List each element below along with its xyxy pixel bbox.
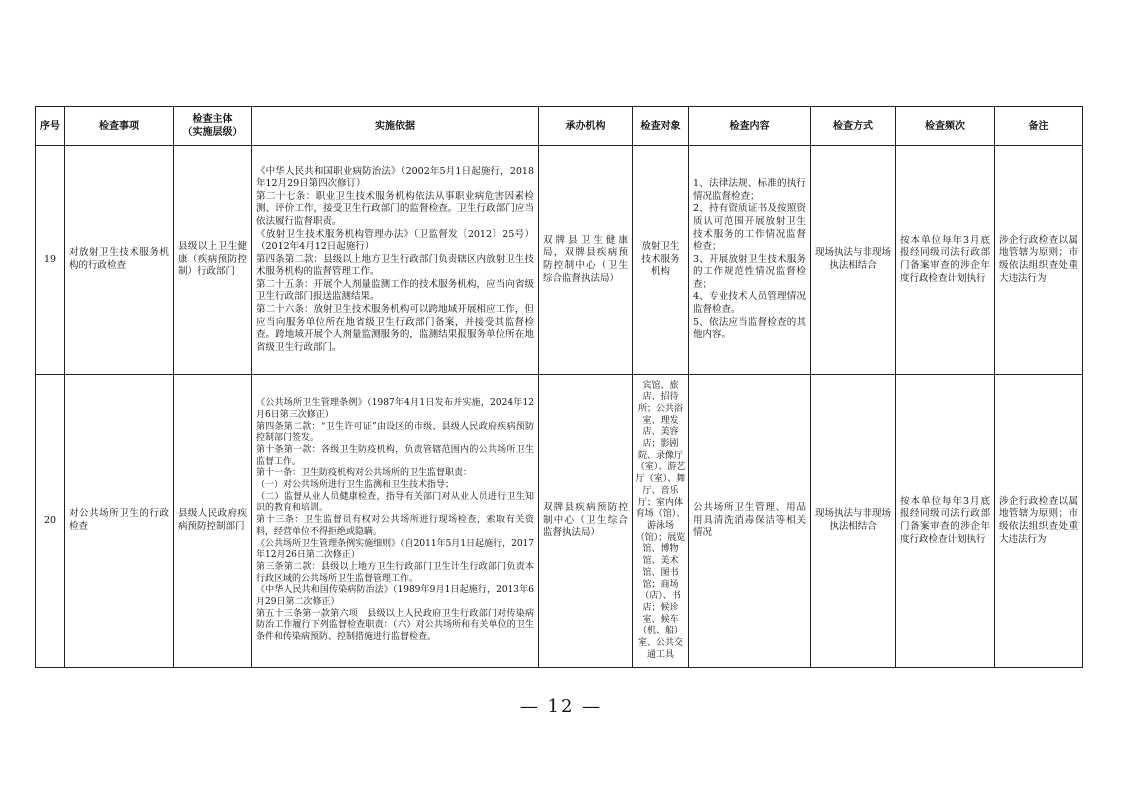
inspection-frequency: 按本单位每年3月底报经同级司法行政部门备案审查的涉企年度行政检查计划执行 — [896, 146, 995, 375]
inspection-frequency: 按本单位每年3月底报经同级司法行政部门备案审查的涉企年度行政检查计划执行 — [896, 375, 995, 668]
page-number: — 12 — — [519, 696, 603, 717]
basis-paragraph: 第四条第二款：县级以上地方卫生行政部门负责辖区内放射卫生技术服务机构的监督管理工作。 — [256, 253, 534, 278]
inspection-item: 对放射卫生技术服务机构的行政检查 — [65, 146, 174, 375]
basis-paragraph: 《中华人民共和国传染病防治法》（1989年9月1日起施行，2013年6月29日第二次修正） — [256, 585, 534, 608]
inspection-subject: 县级以上卫生健康（疾病预防控制）行政部门 — [174, 146, 252, 375]
basis-paragraph: 第十一条：卫生防疫机构对公共场所的卫生监督职责： — [256, 468, 473, 479]
content-item: 2、持有资质证书及按照资质认可范围开展放射卫生技术服务的工作情况监督检查； — [693, 203, 806, 253]
header-cell: 实施依据 — [252, 107, 539, 146]
header-cell: 承办机构 — [539, 107, 633, 146]
header-cell: 检查对象 — [633, 107, 689, 146]
legal-basis — [252, 146, 539, 375]
handling-organization: 双牌县卫生健康局，双牌县疾病预防控制中心（卫生综合监督执法局） — [539, 146, 633, 375]
remark: 涉企行政检查以属地管辖为原则；市级依法组织查处重大违法行为 — [995, 146, 1083, 375]
row-number: 19 — [36, 146, 65, 375]
content-item: 1、法律法规、标准的执行情况监督检查； — [693, 178, 806, 202]
basis-paragraph: 《公共场所卫生管理条例实施细则》（自2011年5月1日起施行，2017年12月26日第二次修正） — [256, 538, 534, 561]
header-cell: 备注 — [995, 107, 1083, 146]
inspection-target: 放射卫生技术服务机构 — [633, 146, 689, 375]
table-row — [36, 146, 1083, 375]
inspection-table — [35, 106, 1083, 668]
header-subject-line1: 检查主体 — [192, 114, 233, 125]
basis-paragraph: 第二十六条：放射卫生技术服务机构可以跨地域开展相应工作，但应当向服务单位所在地省级卫生行政部门备案，并接受其监督检查。跨地域开展个人剂量监测服务的，监测结果报服务单位所在地省级卫生行政部门。 — [256, 304, 534, 353]
table-row — [36, 375, 1083, 668]
inspection-method: 现场执法与非现场执法相结合 — [811, 375, 896, 668]
basis-paragraph: 《放射卫生技术服务机构管理办法》（卫监督发〔2012〕25号）（2012年4月12日起施行） — [256, 228, 534, 253]
basis-paragraph: 第二十七条：职业卫生技术服务机构依法从事职业病危害因素检测、评价工作，接受卫生行政部门的监督检查。卫生行政部门应当依法履行监督职责。 — [256, 190, 534, 227]
basis-paragraph: 第十条第一款：各级卫生防疫机构，负责管辖范围内的公共场所卫生监督工作。 — [256, 444, 534, 467]
content-item: 5、依法应当监督检查的其他内容。 — [693, 316, 806, 341]
basis-paragraph: 第四条第二款：“卫生许可证”由设区的市级、县级人民政府疾病预防控制部门签发。 — [256, 421, 534, 444]
inspection-subject: 县级人民政府疾病预防控制部门 — [174, 375, 252, 668]
inspection-content — [689, 375, 811, 668]
basis-paragraph: 第三条第二款：县级以上地方卫生行政部门卫生计生行政部门负责本行政区域的公共场所卫生监督管理工作。 — [256, 561, 534, 584]
basis-paragraph: （一）对公共场所进行卫生监测和卫生技术指导； — [256, 480, 455, 491]
basis-paragraph: 第二十五条：开展个人剂量监测工作的技术服务机构，应当向省级卫生行政部门报送监测结果。 — [256, 278, 534, 303]
inspection-method: 现场执法与非现场执法相结合 — [811, 146, 896, 375]
basis-paragraph: 《中华人民共和国职业病防治法》（2002年5月1日起施行，2018年12月29日第四次修订） — [256, 165, 534, 190]
basis-paragraph: 第五十三条第一款第六项 县级以上人民政府卫生行政部门对传染病防治工作履行下列监督检查职责：（六）对公共场所和有关单位的卫生条件和传染病预防、控制措施进行监督检查。 — [256, 608, 534, 643]
header-cell: 检查频次 — [896, 107, 995, 146]
row-number: 20 — [36, 375, 65, 668]
remark: 涉企行政检查以属地管辖为原则；市级依法组织查处重大违法行为 — [995, 375, 1083, 668]
header-cell: 检查事项 — [65, 107, 174, 146]
header-subject-line2: （实施层级） — [182, 127, 243, 138]
legal-basis — [252, 375, 539, 668]
content-item: 公共场所卫生管理、用品用具清洗消毒保洁等相关情况 — [693, 502, 806, 539]
content-item: 3、开展放射卫生技术服务的工作规范性情况监督检查； — [693, 253, 806, 290]
inspection-content — [689, 146, 811, 375]
content-item: 4、专业技术人员管理情况监督检查。 — [693, 291, 806, 316]
basis-paragraph: （二）监督从业人员健康检查，指导有关部门对从业人员进行卫生知识的教育和培训。 — [256, 491, 534, 514]
basis-paragraph: 《公共场所卫生管理条例》（1987年4月1日发布并实施，2024年12月6日第三次修正） — [256, 398, 534, 420]
header-cell — [174, 107, 252, 146]
header-cell: 检查方式 — [811, 107, 896, 146]
basis-paragraph: 第十三条：卫生监督员有权对公共场所进行现场检查，索取有关资料，经营单位不得拒绝或隐瞒。 — [256, 515, 534, 537]
inspection-item: 对公共场所卫生的行政检查 — [65, 375, 174, 668]
table-header-row — [36, 107, 1083, 146]
handling-organization: 双牌县疾病预防控制中心（卫生综合监督执法局） — [539, 375, 633, 668]
inspection-target: 宾馆、旅店、招待所；公共浴室、理发店、美容店；影剧院、录像厅（室）、游艺厅（室）、舞厅、音乐厅；室内体育场（馆）、游泳场（馆）；展览馆、博物馆、美术馆、图书馆；商场（店）、书店；候诊室、候车（机、船）室、公共交通工具 — [633, 375, 689, 668]
header-cell: 检查内容 — [689, 107, 811, 146]
header-cell: 序号 — [36, 107, 65, 146]
